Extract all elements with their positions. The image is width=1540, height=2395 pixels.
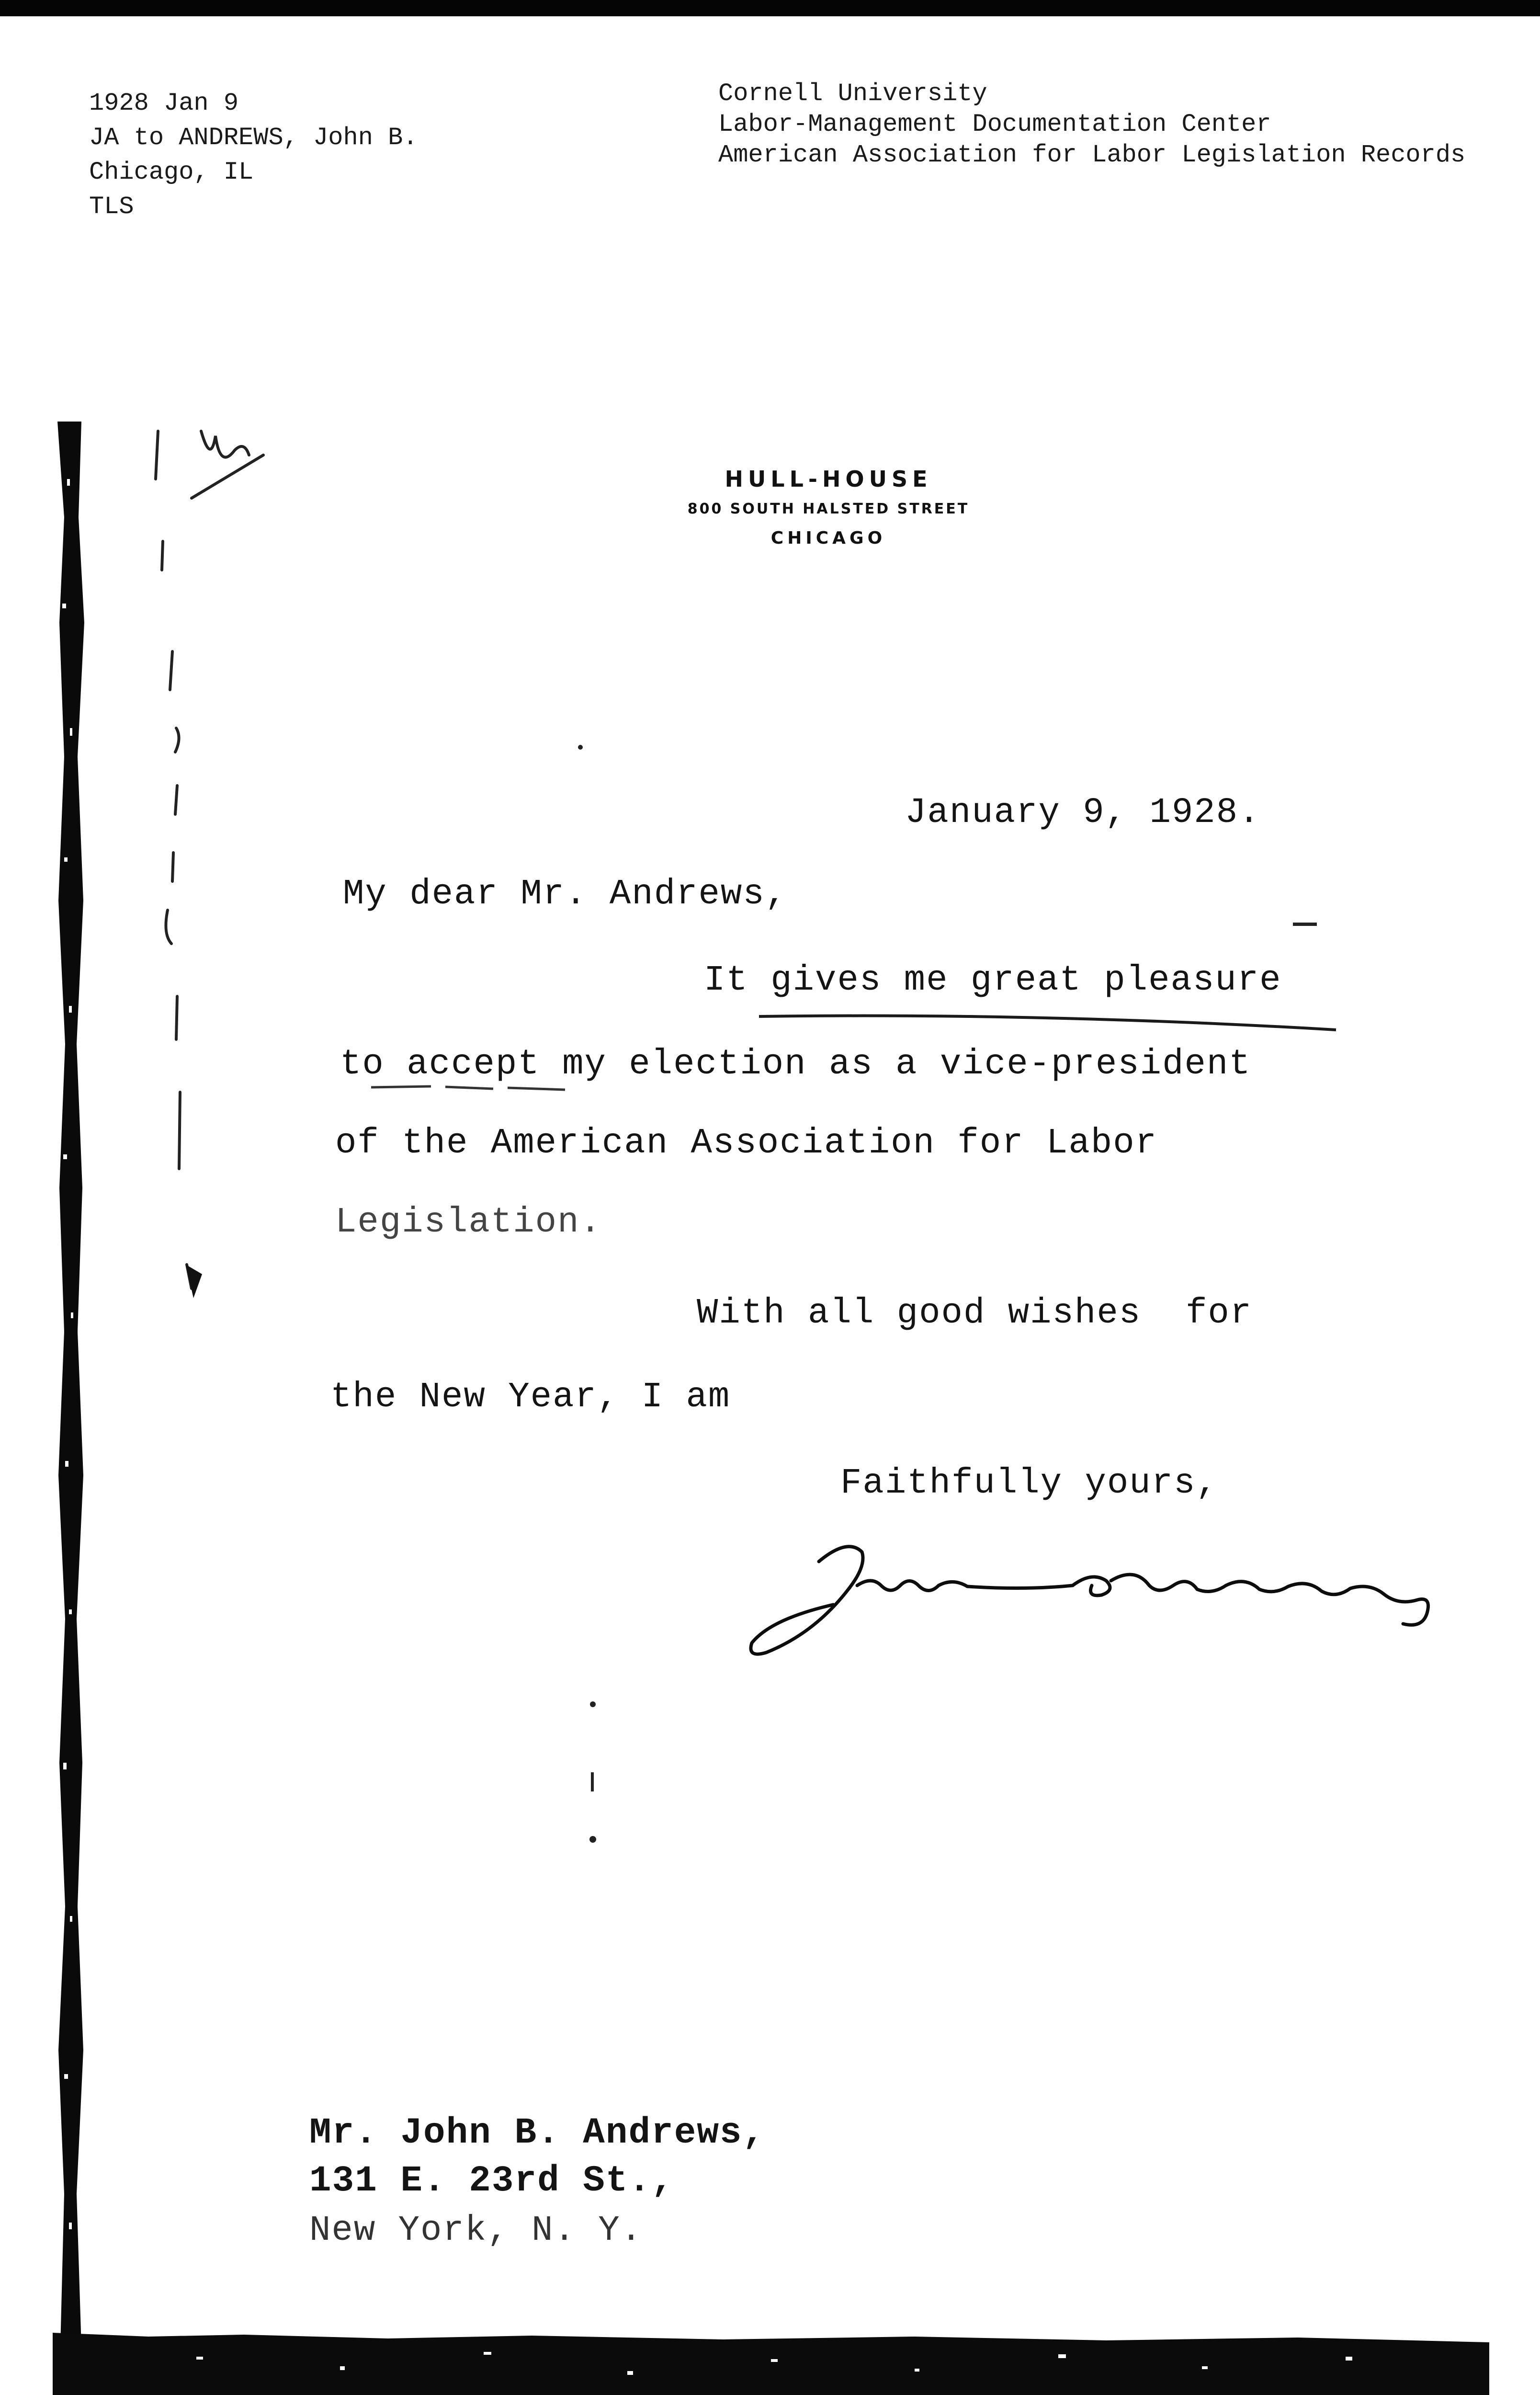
archive-type: TLS [89, 193, 134, 221]
scan-border-top [0, 0, 1540, 16]
archive-date: 1928 Jan 9 [89, 89, 239, 117]
archive-label-right [718, 79, 1465, 171]
archive-institution: Cornell University [718, 80, 987, 108]
letter-closing: Faithfully yours, [840, 1463, 1218, 1504]
scan-edge-left [48, 422, 91, 2347]
body-line-5: With all good wishes for [697, 1293, 1253, 1334]
body-line-6: the New Year, I am [330, 1377, 731, 1417]
archive-label-left [89, 86, 418, 224]
body-line-3: of the American Association for Labor [335, 1123, 1158, 1163]
underline-accept [369, 1080, 570, 1099]
archive-center: Labor-Management Documentation Center [718, 110, 1271, 138]
signature [737, 1533, 1446, 1672]
recipient-city: New York, N. Y. [309, 2211, 643, 2251]
margin-marks [91, 422, 273, 1380]
letter-date: January 9, 1928. [905, 793, 1261, 833]
stray-dot [575, 738, 589, 757]
archive-correspondents: JA to ANDREWS, John B. [89, 124, 418, 152]
letterhead-city: CHICAGO [770, 528, 886, 548]
recipient-name: Mr. John B. Andrews, [309, 2112, 766, 2154]
archive-collection: American Association for Labor Legislation Records [718, 141, 1466, 169]
scan-edge-bottom [53, 2323, 1489, 2395]
letter-salutation: My dear Mr. Andrews, [343, 874, 788, 914]
recipient-street: 131 E. 23rd St., [309, 2160, 674, 2201]
letterhead-street: 800 SOUTH HALSTED STREET [687, 501, 970, 517]
letterhead-name: HULL-HOUSE [725, 466, 932, 492]
body-line-2: to accept my election as a vice-president [340, 1044, 1251, 1084]
body-line-4: Legislation. [335, 1202, 602, 1243]
stray-marks-center [584, 1696, 603, 1859]
letterhead [623, 462, 1034, 554]
body-line-1: It gives me great pleasure [704, 960, 1282, 1001]
underline-pleasure [757, 1011, 1341, 1039]
archive-location: Chicago, IL [89, 158, 254, 186]
stray-dash [1293, 920, 1322, 929]
